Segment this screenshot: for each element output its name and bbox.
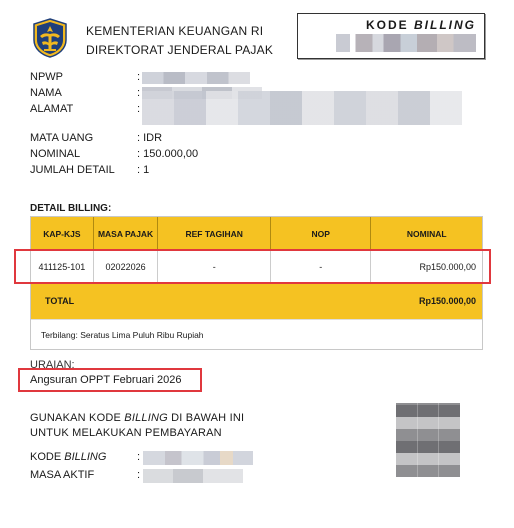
nama-colon: :	[137, 87, 141, 99]
kode-billing-box	[297, 13, 485, 59]
kode-title-italic: BILLING	[414, 18, 476, 32]
detail-billing-title: DETAIL BILLING:	[30, 203, 112, 214]
instruction-line-2: UNTUK MELAKUKAN PEMBAYARAN	[30, 427, 222, 439]
column-header-nominal: NOMINAL	[406, 229, 447, 239]
redacted-kode-billing	[143, 451, 253, 465]
instruction-line-1	[30, 411, 244, 426]
instruction-text-c: DI BAWAH INI	[167, 412, 245, 424]
nama-label: NAMA	[30, 87, 62, 99]
org-line-1: KEMENTERIAN KEUANGAN RI	[86, 24, 264, 38]
jumlah-detail-value: : 1	[137, 164, 150, 176]
column-header-nop: NOP	[271, 217, 372, 251]
nominal-value: : 150.000,00	[137, 148, 199, 160]
instruction-text-billing: BILLING	[124, 412, 168, 424]
organization-header	[86, 22, 273, 60]
kode-billing-colon: :	[137, 451, 141, 463]
uraian-value: Angsuran OPPT Februari 2026	[30, 374, 182, 386]
npwp-colon: :	[137, 71, 141, 83]
jumlah-detail-label: JUMLAH DETAIL	[30, 164, 115, 176]
cell-nop: -	[271, 251, 372, 283]
cell-masa-pajak: 02022026	[94, 251, 159, 283]
redacted-npwp	[142, 72, 250, 84]
cell-ref-tagihan: -	[158, 251, 271, 283]
cell-kap-kjs: 411125-101	[31, 251, 94, 283]
masa-aktif-colon: :	[137, 469, 141, 481]
total-value: Rp150.000,00	[418, 296, 476, 306]
terbilang-text: Terbilang: Seratus Lima Puluh Ribu Rupiah	[31, 319, 482, 349]
total-label: TOTAL	[45, 296, 75, 306]
alamat-label: ALAMAT	[30, 103, 74, 115]
kode-label-text: KODE	[30, 451, 65, 463]
kode-label-italic: BILLING	[64, 451, 107, 463]
total-row	[31, 283, 482, 319]
alamat-colon: :	[137, 103, 141, 115]
org-line-2: DIREKTORAT JENDERAL PAJAK	[86, 43, 274, 57]
table-header-row	[31, 217, 482, 251]
instruction-text-a: GUNAKAN KODE	[30, 412, 125, 424]
redacted-billing-code	[336, 34, 476, 52]
column-header-kap-kjs: KAP-KJS	[31, 217, 94, 251]
redacted-masa-aktif	[143, 469, 243, 483]
nominal-label: NOMINAL	[30, 148, 81, 160]
kemenkeu-logo-icon	[30, 18, 70, 58]
kode-title-prefix: KODE	[365, 18, 409, 32]
redacted-alamat	[142, 91, 462, 125]
mata-uang-label: MATA UANG	[30, 132, 94, 144]
column-header-masa-pajak: MASA PAJAK	[94, 217, 159, 251]
qr-code-icon	[396, 403, 460, 477]
column-header-ref-tagihan: REF TAGIHAN	[158, 217, 271, 251]
masa-aktif-label: MASA AKTIF	[30, 469, 95, 481]
uraian-label: URAIAN:	[30, 359, 75, 368]
uraian-highlight-box	[18, 368, 202, 392]
kode-billing-label	[30, 449, 130, 465]
cell-nominal: Rp150.000,00	[419, 262, 477, 272]
payment-instruction	[30, 411, 244, 441]
npwp-label: NPWP	[30, 71, 63, 83]
row-highlight-box	[14, 249, 491, 284]
mata-uang-value: : IDR	[137, 132, 163, 144]
kode-billing-title	[366, 18, 476, 32]
